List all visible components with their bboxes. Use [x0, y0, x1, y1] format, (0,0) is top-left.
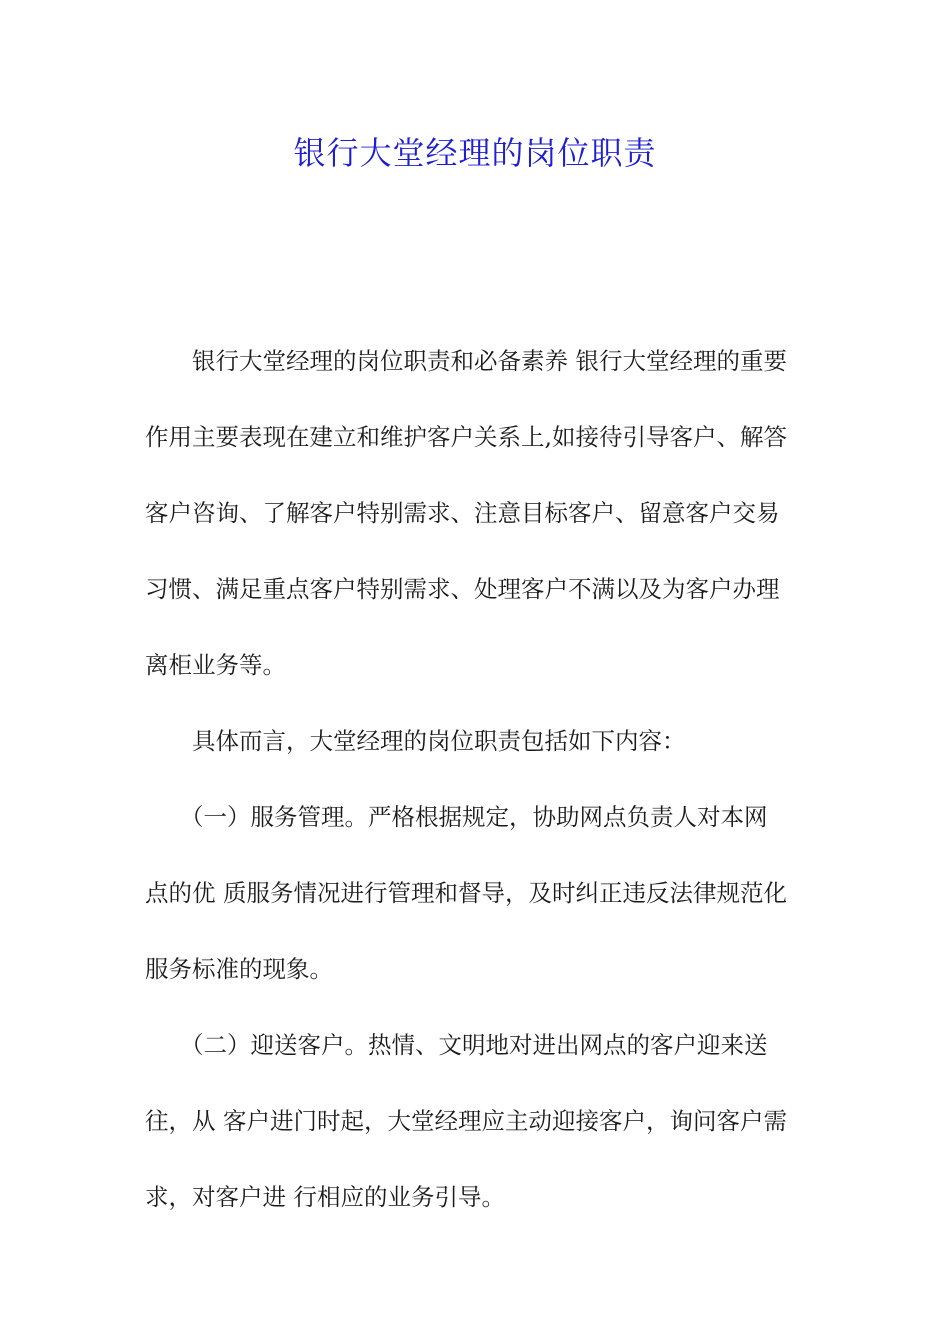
- paragraph-line: 客户咨询、了解客户特别需求、注意目标客户、留意客户交易: [145, 499, 780, 527]
- document-title: 银行大堂经理的岗位职责: [293, 134, 657, 172]
- document-body: [145, 338, 807, 1250]
- paragraph-line: 点的优 质服务情况进行管理和督导，及时纠正违反法律规范化: [145, 879, 787, 907]
- paragraph-line: 往，从 客户进门时起，大堂经理应主动迎接客户，询问客户需: [145, 1107, 787, 1135]
- paragraph-line: 银行大堂经理的岗位职责和必备素养 银行大堂经理的重要: [192, 347, 787, 375]
- paragraph-line: 求，对客户进 行相应的业务引导。: [145, 1183, 505, 1211]
- paragraph-line: 服务标准的现象。: [145, 955, 333, 983]
- paragraph-line: （二）迎送客户。热情、文明地对进出网点的客户迎来送: [180, 1031, 768, 1059]
- paragraph-line: 作用主要表现在建立和维护客户关系上,如接待引导客户、解答: [145, 423, 787, 451]
- paragraph-line: （一）服务管理。严格根据规定，协助网点负责人对本网: [180, 803, 768, 831]
- paragraph-line: 习惯、满足重点客户特别需求、处理客户不满以及为客户办理: [145, 575, 780, 603]
- paragraph-line: 离柜业务等。: [145, 651, 286, 679]
- paragraph-line: 具体而言，大堂经理的岗位职责包括如下内容：: [192, 727, 686, 755]
